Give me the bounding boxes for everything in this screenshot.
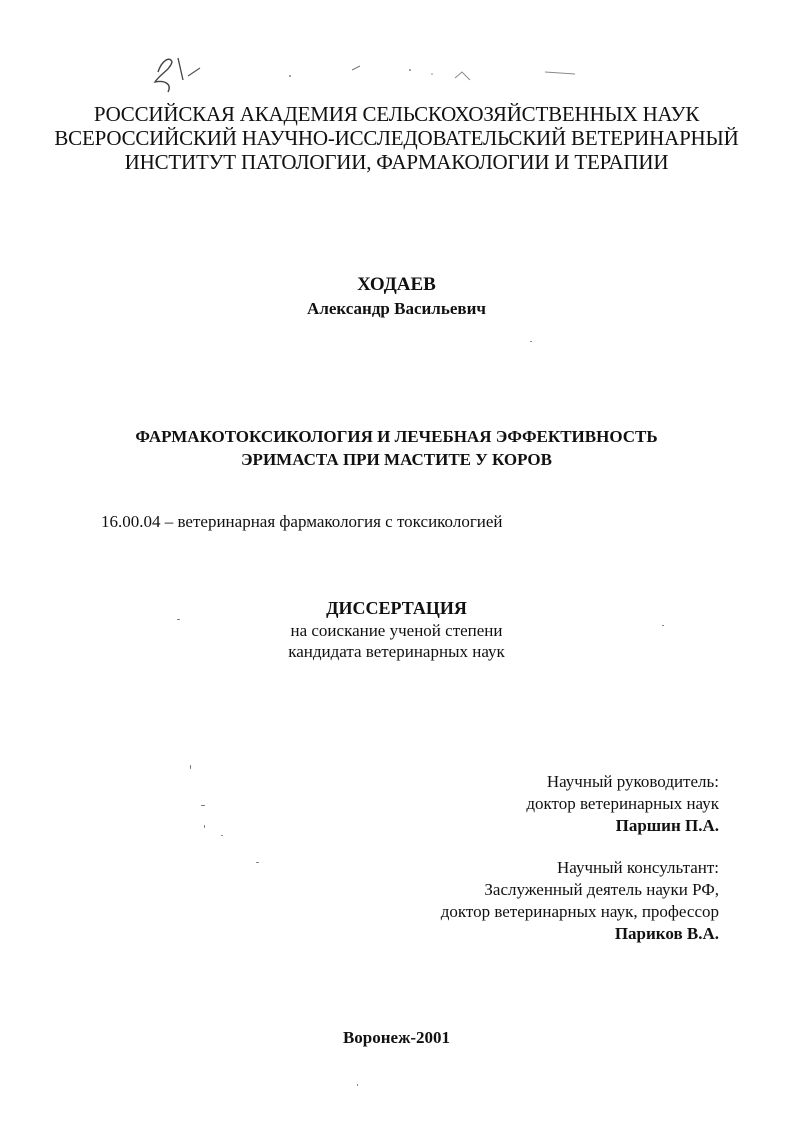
supervisor-name: Паршин П.А. — [615, 816, 719, 835]
scan-speck — [530, 341, 532, 342]
supervisor-role: Научный руководитель: — [546, 772, 719, 791]
consultant-name: Париков В.А. — [614, 924, 719, 943]
scan-speck — [201, 805, 205, 806]
thesis-title-line-2: ЭРИМАСТА ПРИ МАСТИТЕ У КОРОВ — [241, 450, 552, 469]
institution-line-3: ИНСТИТУТ ПАТОЛОГИИ, ФАРМАКОЛОГИИ И ТЕРАПИИ — [124, 150, 669, 174]
document-type-line-1: на соискание ученой степени — [290, 621, 503, 640]
document-type-heading: ДИССЕРТАЦИЯ — [326, 598, 467, 618]
thesis-title-line-1: ФАРМАКОТОКСИКОЛОГИЯ И ЛЕЧЕБНАЯ ЭФФЕКТИВНОСТЬ — [135, 427, 658, 446]
scan-speck — [177, 619, 180, 620]
scan-speck — [357, 1084, 358, 1086]
scan-speck — [662, 625, 664, 626]
consultant-degree: доктор ветеринарных наук, профессор — [440, 902, 719, 921]
author-surname: ХОДАЕВ — [357, 274, 436, 295]
document-type-line-2: кандидата ветеринарных наук — [288, 642, 505, 661]
scan-speck — [256, 862, 259, 863]
author-given-names: Александр Васильевич — [307, 299, 486, 318]
institution-line-1: РОССИЙСКАЯ АКАДЕМИЯ СЕЛЬСКОХОЗЯЙСТВЕННЫХ НАУК — [93, 102, 700, 126]
consultant-title: Заслуженный деятель науки РФ, — [484, 880, 719, 899]
place-year: Воронеж-2001 — [342, 1028, 451, 1047]
scan-speck — [221, 835, 223, 836]
scan-speck — [190, 765, 191, 769]
scan-speck — [204, 825, 205, 828]
supervisor-degree: доктор ветеринарных наук — [526, 794, 719, 813]
institution-line-2: ВСЕРОССИЙСКИЙ НАУЧНО-ИССЛЕДОВАТЕЛЬСКИЙ ВЕТЕРИНАРНЫЙ — [54, 126, 739, 150]
handwritten-mark — [0, 0, 793, 100]
specialty: 16.00.04 – ветеринарная фармакология с токсикологией — [101, 512, 503, 531]
consultant-role: Научный консультант: — [557, 858, 719, 877]
